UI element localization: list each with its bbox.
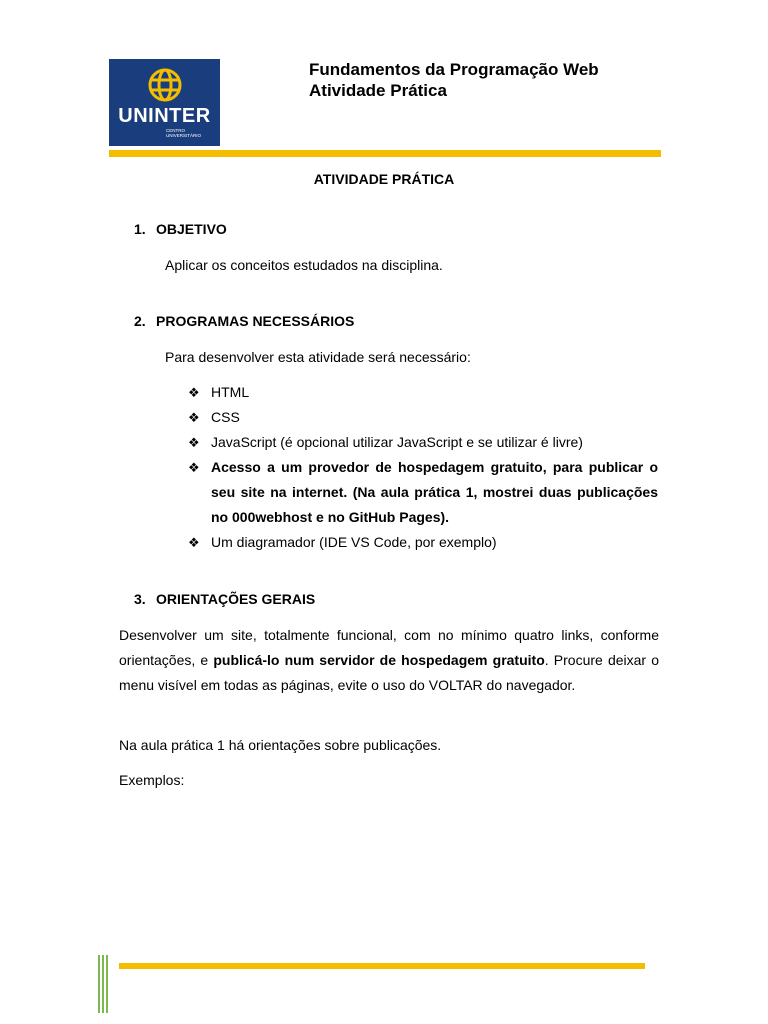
diamond-bullet-icon: ❖ [188, 535, 200, 550]
uninter-logo [109, 59, 220, 146]
list-item: ❖ HTML [188, 380, 658, 405]
course-name: Fundamentos da Programação Web [309, 60, 599, 79]
list-item: ❖ Um diagramador (IDE VS Code, por exemplo) [188, 530, 658, 555]
document-title: ATIVIDADE PRÁTICA [313, 171, 455, 187]
list-item: ❖ CSS [188, 405, 658, 430]
requirements-list [188, 380, 658, 555]
footer-rule [119, 963, 645, 969]
section-heading-objetivo: 1. OBJETIVO [134, 221, 227, 237]
diamond-bullet-icon: ❖ [188, 460, 200, 475]
header-rule [109, 150, 661, 157]
diamond-bullet-icon: ❖ [188, 385, 200, 400]
section-body-programas: Para desenvolver esta atividade será necessário: [165, 349, 471, 365]
hosting-emphasis: publicá-lo num servidor de hospedagem gratuito [213, 652, 545, 668]
diamond-bullet-icon: ❖ [188, 410, 200, 425]
section-heading-orientacoes: 3. ORIENTAÇÕES GERAIS [134, 591, 316, 607]
logo-subtitle: CENTRO UNIVERSITÁRIO [166, 128, 202, 138]
logo-name: UNINTER [118, 105, 211, 127]
diamond-bullet-icon: ❖ [188, 435, 200, 450]
list-item: ❖ JavaScript (é opcional utilizar JavaScript e se utilizar é livre) [188, 430, 658, 455]
activity-name: Atividade Prática [309, 81, 447, 100]
general-instructions-paragraph: Desenvolver um site, totalmente funcional, com no mínimo quatro links, conforme orientações, e publicá-lo num servidor de hospedagem gratuito. Procure deixar o menu visível em todas as páginas, evite o uso do VOLTAR do navegador. [119, 627, 659, 693]
globe-icon [147, 67, 183, 103]
section-body-objetivo: Aplicar os conceitos estudados na disciplina. [165, 257, 443, 273]
header-title [309, 59, 599, 101]
section-heading-programas: 2. PROGRAMAS NECESSÁRIOS [134, 313, 355, 329]
examples-label: Exemplos: [119, 772, 185, 788]
publication-note: Na aula prática 1 há orientações sobre publicações. [119, 737, 442, 753]
margin-lines [98, 955, 110, 1013]
list-item: ❖ Acesso a um provedor de hospedagem gratuito, para publicar o seu site na internet. (Na aula prática 1, mostrei duas publicações no 000webhost e no GitHub Pages). [188, 455, 658, 530]
